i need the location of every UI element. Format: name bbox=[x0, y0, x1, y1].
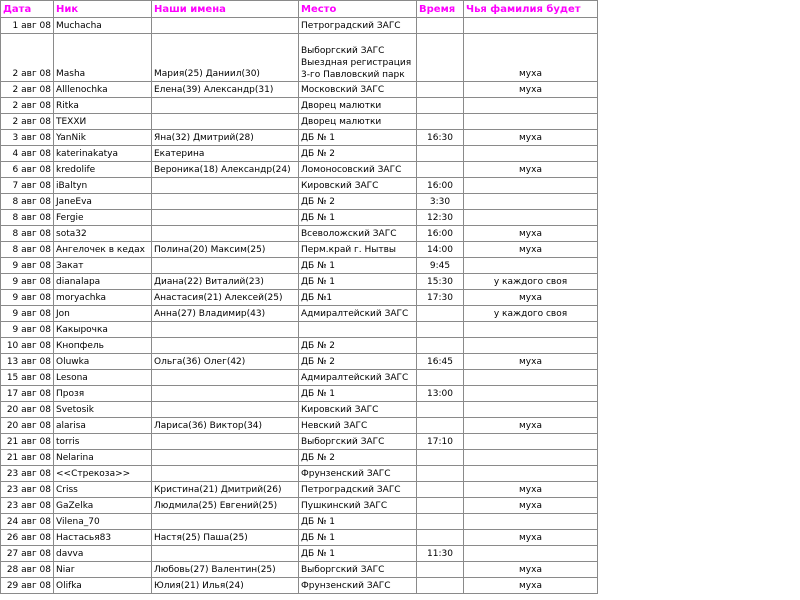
cell-nick: Закат bbox=[54, 258, 152, 274]
header-nick: Ник bbox=[54, 1, 152, 18]
cell-surname: муха bbox=[464, 130, 598, 146]
cell-place: Кировский ЗАГС bbox=[299, 178, 417, 194]
cell-nick: Jon bbox=[54, 306, 152, 322]
table-row bbox=[1, 98, 598, 114]
table-row bbox=[1, 418, 598, 434]
cell-surname: муха bbox=[464, 578, 598, 594]
cell-date: 3 авг 08 bbox=[1, 130, 54, 146]
cell-place: Ломоносовский ЗАГС bbox=[299, 162, 417, 178]
cell-nick: Oluwka bbox=[54, 354, 152, 370]
cell-time: 16:00 bbox=[417, 226, 464, 242]
cell-place: Выборгский ЗАГС bbox=[299, 562, 417, 578]
header-time: Время bbox=[417, 1, 464, 18]
table-row bbox=[1, 242, 598, 258]
cell-surname: муха bbox=[464, 242, 598, 258]
cell-date: 17 авг 08 bbox=[1, 386, 54, 402]
cell-names: Вероника(18) Александр(24) bbox=[152, 162, 299, 178]
cell-place: Адмиралтейский ЗАГС bbox=[299, 306, 417, 322]
cell-date: 9 авг 08 bbox=[1, 258, 54, 274]
cell-place: ДБ №1 bbox=[299, 290, 417, 306]
cell-place: Дворец малютки bbox=[299, 114, 417, 130]
cell-nick: Criss bbox=[54, 482, 152, 498]
cell-surname bbox=[464, 370, 598, 386]
cell-date: 29 авг 08 bbox=[1, 578, 54, 594]
cell-surname bbox=[464, 514, 598, 530]
table-row bbox=[1, 162, 598, 178]
cell-date: 8 авг 08 bbox=[1, 242, 54, 258]
cell-time: 3:30 bbox=[417, 194, 464, 210]
cell-names: Екатерина bbox=[152, 146, 299, 162]
cell-date: 7 авг 08 bbox=[1, 178, 54, 194]
cell-time bbox=[417, 530, 464, 546]
cell-names bbox=[152, 338, 299, 354]
cell-place: Петроградский ЗАГС bbox=[299, 482, 417, 498]
cell-names: Анастасия(21) Алексей(25) bbox=[152, 290, 299, 306]
cell-time bbox=[417, 466, 464, 482]
cell-nick: davva bbox=[54, 546, 152, 562]
cell-nick: dianalapa bbox=[54, 274, 152, 290]
table-row bbox=[1, 18, 598, 34]
cell-place: ДБ № 2 bbox=[299, 338, 417, 354]
header-date: Дата bbox=[1, 1, 54, 18]
cell-names: Ольга(36) Олег(42) bbox=[152, 354, 299, 370]
table-row bbox=[1, 226, 598, 242]
cell-time bbox=[417, 82, 464, 98]
cell-names: Полина(20) Максим(25) bbox=[152, 242, 299, 258]
cell-nick: Fergie bbox=[54, 210, 152, 226]
cell-nick: sota32 bbox=[54, 226, 152, 242]
table-row bbox=[1, 146, 598, 162]
cell-time: 16:30 bbox=[417, 130, 464, 146]
cell-place bbox=[299, 322, 417, 338]
cell-nick: Muchacha bbox=[54, 18, 152, 34]
cell-names bbox=[152, 386, 299, 402]
cell-nick: torris bbox=[54, 434, 152, 450]
cell-time: 15:30 bbox=[417, 274, 464, 290]
cell-surname bbox=[464, 210, 598, 226]
cell-date: 2 авг 08 bbox=[1, 34, 54, 82]
cell-nick: Svetosik bbox=[54, 402, 152, 418]
cell-time bbox=[417, 114, 464, 130]
cell-names bbox=[152, 402, 299, 418]
cell-place: Кировский ЗАГС bbox=[299, 402, 417, 418]
cell-place: ДБ № 1 bbox=[299, 514, 417, 530]
cell-nick: TEXXИ bbox=[54, 114, 152, 130]
table-row bbox=[1, 482, 598, 498]
table-row bbox=[1, 562, 598, 578]
cell-nick: iBaltyn bbox=[54, 178, 152, 194]
table-row bbox=[1, 386, 598, 402]
cell-nick: Ангелочек в кедах bbox=[54, 242, 152, 258]
cell-place: ДБ № 2 bbox=[299, 146, 417, 162]
cell-date: 15 авг 08 bbox=[1, 370, 54, 386]
cell-names: Настя(25) Паша(25) bbox=[152, 530, 299, 546]
table-row bbox=[1, 498, 598, 514]
header-names: Наши имена bbox=[152, 1, 299, 18]
cell-place: Фрунзенский ЗАГС bbox=[299, 578, 417, 594]
header-place: Место bbox=[299, 1, 417, 18]
cell-names: Любовь(27) Валентин(25) bbox=[152, 562, 299, 578]
cell-place bbox=[299, 34, 417, 82]
cell-place: Всеволожский ЗАГС bbox=[299, 226, 417, 242]
cell-names bbox=[152, 370, 299, 386]
cell-surname bbox=[464, 146, 598, 162]
cell-time: 11:30 bbox=[417, 546, 464, 562]
cell-date: 27 авг 08 bbox=[1, 546, 54, 562]
cell-names: Елена(39) Александр(31) bbox=[152, 82, 299, 98]
cell-nick: Кнопфель bbox=[54, 338, 152, 354]
cell-surname: муха bbox=[464, 226, 598, 242]
cell-nick: Alllenochka bbox=[54, 82, 152, 98]
cell-time bbox=[417, 402, 464, 418]
cell-nick: kredolife bbox=[54, 162, 152, 178]
cell-place: Фрунзенский ЗАГС bbox=[299, 466, 417, 482]
cell-nick: Olifka bbox=[54, 578, 152, 594]
cell-date: 10 авг 08 bbox=[1, 338, 54, 354]
cell-place: Перм.край г. Нытвы bbox=[299, 242, 417, 258]
cell-names bbox=[152, 98, 299, 114]
cell-surname bbox=[464, 194, 598, 210]
cell-date: 1 авг 08 bbox=[1, 18, 54, 34]
cell-place: ДБ № 2 bbox=[299, 450, 417, 466]
cell-nick: katerinakatya bbox=[54, 146, 152, 162]
cell-date: 23 авг 08 bbox=[1, 498, 54, 514]
cell-place: ДБ № 1 bbox=[299, 130, 417, 146]
cell-names bbox=[152, 514, 299, 530]
cell-time: 16:45 bbox=[417, 354, 464, 370]
cell-time bbox=[417, 562, 464, 578]
cell-names bbox=[152, 178, 299, 194]
cell-names bbox=[152, 466, 299, 482]
table-row bbox=[1, 530, 598, 546]
cell-surname: муха bbox=[464, 290, 598, 306]
cell-names bbox=[152, 434, 299, 450]
cell-names: Мария(25) Даниил(30) bbox=[152, 34, 299, 82]
place-line: Выборгский ЗАГС bbox=[301, 46, 385, 56]
cell-surname bbox=[464, 98, 598, 114]
cell-surname: муха bbox=[464, 34, 598, 82]
cell-date: 4 авг 08 bbox=[1, 146, 54, 162]
table-row bbox=[1, 82, 598, 98]
cell-time: 17:10 bbox=[417, 434, 464, 450]
cell-place: ДБ № 1 bbox=[299, 274, 417, 290]
table-row bbox=[1, 338, 598, 354]
cell-time: 9:45 bbox=[417, 258, 464, 274]
cell-place: ДБ № 2 bbox=[299, 194, 417, 210]
cell-place: ДБ № 1 bbox=[299, 210, 417, 226]
cell-date: 21 авг 08 bbox=[1, 450, 54, 466]
cell-date: 8 авг 08 bbox=[1, 210, 54, 226]
cell-place: ДБ № 1 bbox=[299, 546, 417, 562]
cell-surname bbox=[464, 322, 598, 338]
cell-time bbox=[417, 450, 464, 466]
cell-surname bbox=[464, 114, 598, 130]
cell-surname bbox=[464, 466, 598, 482]
cell-nick: Ritka bbox=[54, 98, 152, 114]
table-row bbox=[1, 194, 598, 210]
cell-date: 23 авг 08 bbox=[1, 482, 54, 498]
cell-date: 2 авг 08 bbox=[1, 82, 54, 98]
cell-nick: Какырочка bbox=[54, 322, 152, 338]
cell-date: 6 авг 08 bbox=[1, 162, 54, 178]
cell-date: 9 авг 08 bbox=[1, 290, 54, 306]
table-row bbox=[1, 434, 598, 450]
table-row bbox=[1, 258, 598, 274]
cell-time: 17:30 bbox=[417, 290, 464, 306]
cell-place: ДБ № 1 bbox=[299, 530, 417, 546]
cell-surname bbox=[464, 338, 598, 354]
cell-surname: муха bbox=[464, 498, 598, 514]
cell-place: Петроградский ЗАГС bbox=[299, 18, 417, 34]
cell-surname: муха bbox=[464, 82, 598, 98]
cell-place: ДБ № 2 bbox=[299, 354, 417, 370]
cell-surname bbox=[464, 386, 598, 402]
cell-date: 20 авг 08 bbox=[1, 418, 54, 434]
cell-time: 12:30 bbox=[417, 210, 464, 226]
table-row bbox=[1, 450, 598, 466]
table-row bbox=[1, 578, 598, 594]
cell-nick: JaneEva bbox=[54, 194, 152, 210]
cell-nick: GaZelka bbox=[54, 498, 152, 514]
cell-names bbox=[152, 18, 299, 34]
cell-time bbox=[417, 514, 464, 530]
cell-place: Пушкинский ЗАГС bbox=[299, 498, 417, 514]
cell-time: 16:00 bbox=[417, 178, 464, 194]
cell-time bbox=[417, 482, 464, 498]
cell-time bbox=[417, 98, 464, 114]
cell-nick: Masha bbox=[54, 34, 152, 82]
cell-date: 21 авг 08 bbox=[1, 434, 54, 450]
cell-time bbox=[417, 322, 464, 338]
cell-surname: у каждого своя bbox=[464, 274, 598, 290]
cell-surname: муха bbox=[464, 482, 598, 498]
cell-date: 24 авг 08 bbox=[1, 514, 54, 530]
table-row bbox=[1, 322, 598, 338]
cell-names: Анна(27) Владимир(43) bbox=[152, 306, 299, 322]
cell-time bbox=[417, 34, 464, 82]
cell-surname: муха bbox=[464, 530, 598, 546]
cell-time bbox=[417, 306, 464, 322]
table-row bbox=[1, 34, 598, 82]
cell-time: 14:00 bbox=[417, 242, 464, 258]
table-row bbox=[1, 370, 598, 386]
cell-names bbox=[152, 114, 299, 130]
cell-place: Невский ЗАГС bbox=[299, 418, 417, 434]
cell-names: Яна(32) Дмитрий(28) bbox=[152, 130, 299, 146]
cell-names: Лариса(36) Виктор(34) bbox=[152, 418, 299, 434]
table-row bbox=[1, 274, 598, 290]
cell-date: 9 авг 08 bbox=[1, 322, 54, 338]
cell-date: 28 авг 08 bbox=[1, 562, 54, 578]
cell-surname bbox=[464, 546, 598, 562]
cell-time bbox=[417, 370, 464, 386]
cell-names: Юлия(21) Илья(24) bbox=[152, 578, 299, 594]
cell-time bbox=[417, 162, 464, 178]
cell-names: Диана(22) Виталий(23) bbox=[152, 274, 299, 290]
cell-place: Адмиралтейский ЗАГС bbox=[299, 370, 417, 386]
header-row bbox=[1, 1, 598, 18]
cell-time bbox=[417, 18, 464, 34]
cell-names: Людмила(25) Евгений(25) bbox=[152, 498, 299, 514]
cell-nick: YanNik bbox=[54, 130, 152, 146]
table-row bbox=[1, 514, 598, 530]
cell-time bbox=[417, 418, 464, 434]
place-line: Выездная регистрация bbox=[301, 58, 412, 68]
cell-date: 23 авг 08 bbox=[1, 466, 54, 482]
cell-surname: муха bbox=[464, 562, 598, 578]
cell-date: 2 авг 08 bbox=[1, 114, 54, 130]
cell-time bbox=[417, 578, 464, 594]
cell-nick: Прозя bbox=[54, 386, 152, 402]
cell-nick: Lesona bbox=[54, 370, 152, 386]
cell-nick: <<Стрекоза>> bbox=[54, 466, 152, 482]
cell-date: 8 авг 08 bbox=[1, 226, 54, 242]
cell-names bbox=[152, 226, 299, 242]
cell-place: Московский ЗАГС bbox=[299, 82, 417, 98]
cell-surname bbox=[464, 402, 598, 418]
cell-surname bbox=[464, 450, 598, 466]
cell-nick: Настасья83 bbox=[54, 530, 152, 546]
cell-surname: муха bbox=[464, 354, 598, 370]
cell-surname bbox=[464, 258, 598, 274]
table-row bbox=[1, 210, 598, 226]
cell-surname: муха bbox=[464, 162, 598, 178]
cell-time bbox=[417, 498, 464, 514]
table-row bbox=[1, 290, 598, 306]
table-row bbox=[1, 354, 598, 370]
cell-nick: Niar bbox=[54, 562, 152, 578]
table-row bbox=[1, 178, 598, 194]
table-row bbox=[1, 130, 598, 146]
cell-place: Выборгский ЗАГС bbox=[299, 434, 417, 450]
cell-names bbox=[152, 258, 299, 274]
cell-nick: Nelarina bbox=[54, 450, 152, 466]
cell-names: Кристина(21) Дмитрий(26) bbox=[152, 482, 299, 498]
cell-names bbox=[152, 322, 299, 338]
cell-surname: у каждого своя bbox=[464, 306, 598, 322]
cell-nick: alarisa bbox=[54, 418, 152, 434]
cell-time: 13:00 bbox=[417, 386, 464, 402]
place-line: 3-го Павловский парк bbox=[301, 70, 405, 80]
cell-date: 8 авг 08 bbox=[1, 194, 54, 210]
cell-names bbox=[152, 194, 299, 210]
cell-nick: moryachka bbox=[54, 290, 152, 306]
table-row bbox=[1, 466, 598, 482]
cell-names bbox=[152, 450, 299, 466]
cell-surname bbox=[464, 178, 598, 194]
cell-names bbox=[152, 546, 299, 562]
table-row bbox=[1, 306, 598, 322]
header-surname: Чья фамилия будет bbox=[464, 1, 598, 18]
cell-time bbox=[417, 338, 464, 354]
cell-nick: Vilena_70 bbox=[54, 514, 152, 530]
cell-surname: муха bbox=[464, 418, 598, 434]
cell-date: 13 авг 08 bbox=[1, 354, 54, 370]
cell-time bbox=[417, 146, 464, 162]
table-row bbox=[1, 546, 598, 562]
cell-place: ДБ № 1 bbox=[299, 386, 417, 402]
cell-date: 2 авг 08 bbox=[1, 98, 54, 114]
cell-date: 20 авг 08 bbox=[1, 402, 54, 418]
cell-date: 26 авг 08 bbox=[1, 530, 54, 546]
cell-surname bbox=[464, 18, 598, 34]
cell-place: ДБ № 1 bbox=[299, 258, 417, 274]
cell-date: 9 авг 08 bbox=[1, 306, 54, 322]
cell-date: 9 авг 08 bbox=[1, 274, 54, 290]
cell-names bbox=[152, 210, 299, 226]
cell-surname bbox=[464, 434, 598, 450]
cell-place: Дворец малютки bbox=[299, 98, 417, 114]
table-row bbox=[1, 402, 598, 418]
table-row bbox=[1, 114, 598, 130]
